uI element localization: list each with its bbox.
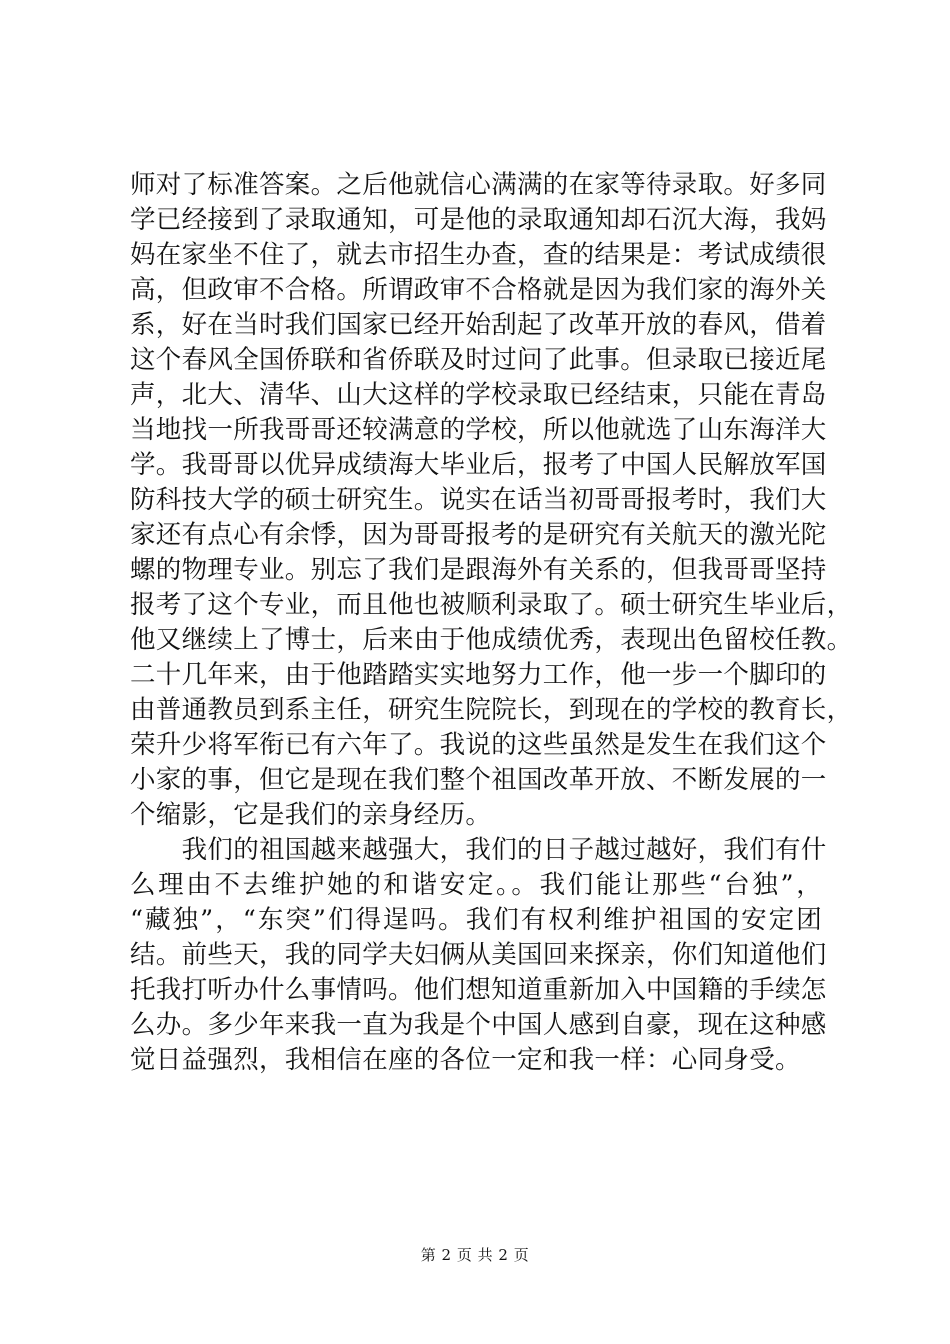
text-line: 当地找一所我哥哥还较满意的学校，所以他就选了山东海洋大: [130, 415, 827, 445]
text-line: “藏独”，“东突”们得逞吗。我们有权利维护祖国的安定团: [130, 905, 822, 935]
text-line: 家还有点心有余悸，因为哥哥报考的是研究有关航天的激光陀: [130, 520, 827, 550]
text-line: 小家的事，但它是现在我们整个祖国改革开放、不断发展的一: [130, 765, 827, 795]
text-line: 学已经接到了录取通知，可是他的录取通知却石沉大海，我妈: [130, 205, 827, 235]
text-line: 这个春风全国侨联和省侨联及时过问了此事。但录取已接近尾: [130, 345, 827, 375]
text-line: 高，但政审不合格。所谓政审不合格就是因为我们家的海外关: [130, 275, 827, 305]
text-line: 托我打听办什么事情吗。他们想知道重新加入中国籍的手续怎: [130, 975, 827, 1005]
page-number-footer: 第 2 页 共 2 页: [420, 1246, 530, 1264]
text-line: 么办。多少年来我一直为我是个中国人感到自豪，现在这种感: [130, 1010, 827, 1040]
text-line: 结。前些天，我的同学夫妇俩从美国回来探亲，你们知道他们: [130, 940, 827, 970]
text-line: 防科技大学的硕士研究生。说实在话当初哥哥报考时，我们大: [130, 485, 827, 515]
text-line: 二十几年来，由于他踏踏实实地努力工作，他一步一个脚印的: [130, 660, 827, 690]
text-line: 师对了标准答案。之后他就信心满满的在家等待录取。好多同: [130, 170, 827, 200]
text-line: 觉日益强烈，我相信在座的各位一定和我一样：心同身受。: [130, 1045, 801, 1075]
text-line: 么理由不去维护她的和谐安定。。我们能让那些“台独”，: [130, 870, 822, 900]
text-line: 妈在家坐不住了，就去市招生办查，查的结果是：考试成绩很: [130, 240, 827, 270]
text-line: 报考了这个专业，而且他也被顺利录取了。硕士研究生毕业后，: [130, 590, 853, 620]
text-line: 系，好在当时我们国家已经开始刮起了改革开放的春风，借着: [130, 310, 827, 340]
text-line: 螺的物理专业。别忘了我们是跟海外有关系的，但我哥哥坚持: [130, 555, 827, 585]
text-line: 学。我哥哥以优异成绩海大毕业后，报考了中国人民解放军国: [130, 450, 827, 480]
text-line: 我们的祖国越来越强大，我们的日子越过越好，我们有什: [130, 835, 827, 865]
text-line: 荣升少将军衔已有六年了。我说的这些虽然是发生在我们这个: [130, 730, 827, 760]
text-line: 声，北大、清华、山大这样的学校录取已经结束，只能在青岛: [130, 380, 827, 410]
body-text: [130, 168, 853, 1078]
text-line: 由普通教员到系主任，研究生院院长，到现在的学校的教育长，: [130, 695, 853, 725]
text-line: 他又继续上了博士，后来由于他成绩优秀，表现出色留校任教。: [130, 625, 853, 655]
text-line: 个缩影，它是我们的亲身经历。: [130, 800, 492, 830]
